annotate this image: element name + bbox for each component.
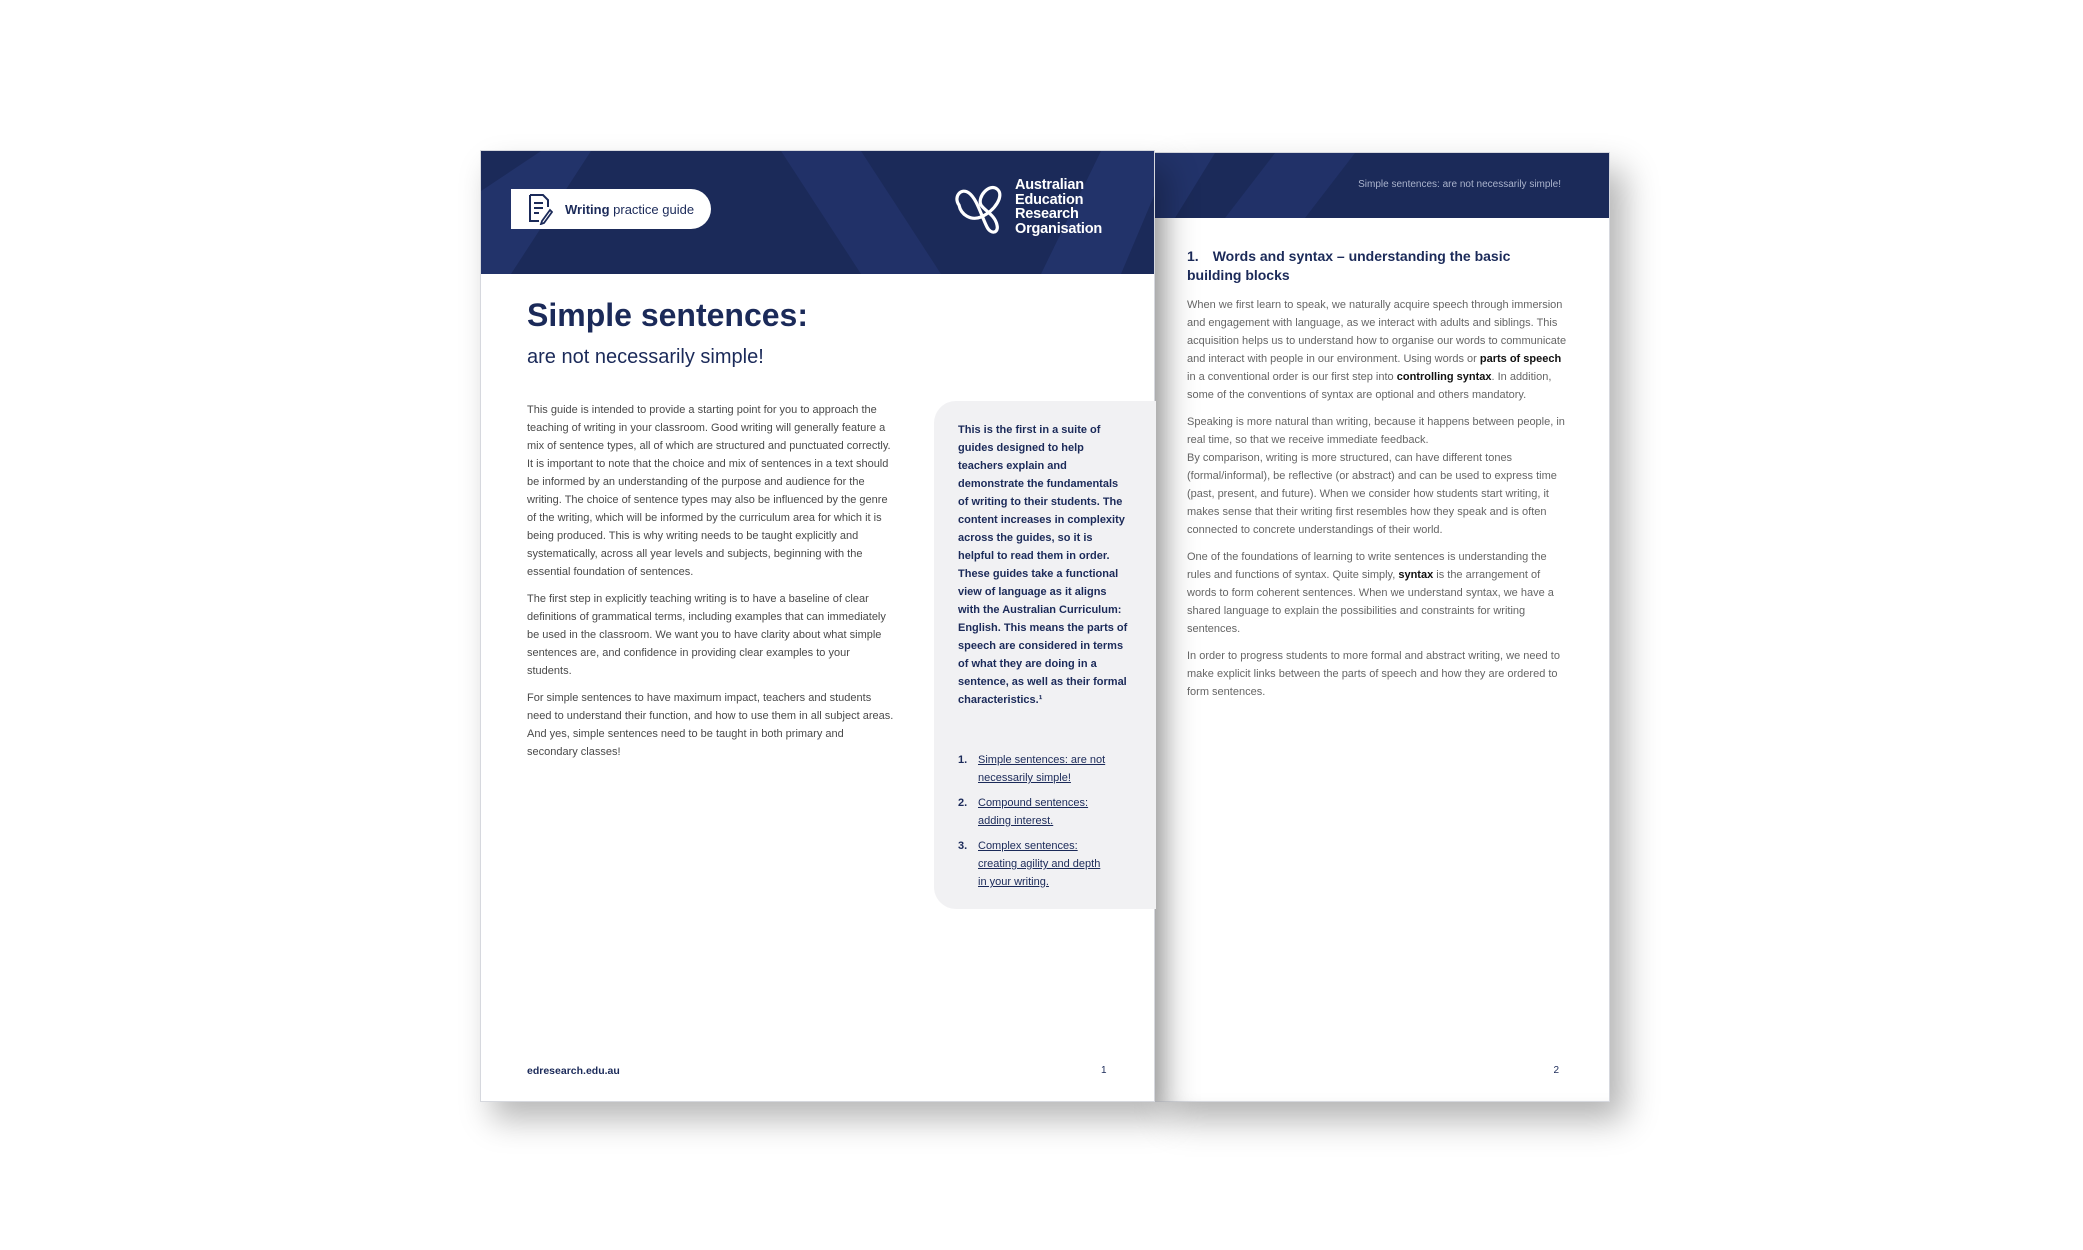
- guide-type-badge: [511, 189, 711, 229]
- paragraph: For simple sentences to have maximum impact, teachers and students need to understand their function, and how to use them in all subject areas. And yes, simple sentences need to be taught in both primary and secondary classes!: [527, 692, 894, 758]
- section-heading: [1187, 247, 1567, 285]
- page-title: Simple sentences:: [527, 297, 808, 333]
- term-controlling-syntax: controlling syntax: [1396, 371, 1492, 383]
- paragraph: When we first learn to speak, we naturally acquire speech through immersion and engagement with language, as we interact with adults and siblings. This acquisition helps us to understand how to organise our words to communicate and interact with people in our environment. Using words or parts of speech in a conventional order is our first step into controlling syntax. In addition, some of the conventions of syntax are optional and others mandatory.: [1187, 299, 1567, 401]
- list-item: 3. Complex sentences: creating agility and depth in your writing.: [958, 837, 1138, 891]
- page-number: 1: [1101, 1065, 1107, 1076]
- paragraph: Speaking is more natural than writing, because it happens between people, in real time, so that we receive immediate feedback.: [1187, 416, 1565, 446]
- list-item: 1. Simple sentences: are not necessarily simple!: [958, 751, 1138, 787]
- paragraph: The first step in explicitly teaching writing is to have a baseline of clear definitions of grammatical terms, including examples that can immediately be used in the classroom. We want you to have clarity about what simple sentences are, and confidence in providing clear examples to your students.: [527, 593, 886, 677]
- section-title: Words and syntax – understanding the basic building blocks: [1187, 248, 1511, 283]
- paragraph: One of the foundations of learning to write sentences is understanding the rules and functions of syntax. Quite simply, syntax is the arrangement of words to form coherent sentences. When we understand syntax, we have a shared language to explain the possibilities and constraints for writing sentences.: [1187, 551, 1554, 635]
- guide-link-compound-sentences[interactable]: Compound sentences: adding interest.: [978, 797, 1089, 827]
- page-subtitle: are not necessarily simple!: [527, 346, 764, 368]
- page-1: [480, 150, 1155, 1102]
- page-number: 2: [1553, 1065, 1559, 1076]
- guide-series-list: [958, 751, 1138, 898]
- guide-link-complex-sentences[interactable]: Complex sentences: creating agility and depth in your writing.: [978, 840, 1101, 888]
- page-2: [1155, 152, 1610, 1102]
- organisation-logo: [951, 175, 1102, 239]
- list-item: 2. Compound sentences: adding interest.: [958, 794, 1138, 830]
- document-pencil-icon: [527, 193, 553, 225]
- callout-intro: This is the first in a suite of guides designed to help teachers explain and demonstrate the fundamentals of writing to their students. The content increases in complexity across the guides, so it is helpful to read them in order. These guides take a functional view of language as it aligns with the Australian Curriculum: English. This means the parts of speech are considered in terms of what they are doing in a sentence, as well as their formal characteristics.¹: [958, 424, 1128, 706]
- paragraph: This guide is intended to provide a starting point for you to approach the teaching of writing in your classroom. Good writing will generally feature a mix of sentence types, all of which are structured and punctuated correctly. It is important to note that the choice and mix of sentences in a text should be informed by an understanding of the purpose and audience for the writing. The choice of sentence types may also be influenced by the genre of the writing, which will be informed by the curriculum area for which it is being produced. This is why writing needs to be taught explicitly and systematically, across all year levels and subjects, beginning with the essential foundation of sentences.: [527, 404, 891, 578]
- aero-logo-icon: [951, 175, 1013, 239]
- badge-label: Writing practice guide: [565, 201, 695, 217]
- logo-wordmark: Australian Education Research Organisation: [1015, 177, 1103, 237]
- running-header: Simple sentences: are not necessarily simple!: [1358, 179, 1561, 190]
- footer-website-link[interactable]: edresearch.edu.au: [527, 1065, 620, 1077]
- paragraph: By comparison, writing is more structured, can have different tones (formal/informal), be reflective (or abstract) and can be used to express time (past, present, and future). When we consider how students start writing, it makes sense that their writing first resembles how they speak and is often connected to concrete understandings of their world.: [1187, 452, 1557, 536]
- guide-link-simple-sentences[interactable]: Simple sentences: are not necessarily simple!: [978, 754, 1106, 784]
- term-syntax: syntax: [1398, 569, 1434, 581]
- paragraph: In order to progress students to more formal and abstract writing, we need to make explicit links between the parts of speech and how they are ordered to form sentences.: [1187, 650, 1560, 698]
- page-1-header-band: [481, 151, 1154, 274]
- series-callout-box: [934, 401, 1156, 909]
- page-2-header-band: [1155, 153, 1609, 218]
- section-number: 1.: [1187, 248, 1199, 264]
- page-2-body: [1187, 296, 1567, 710]
- page-1-body: [527, 401, 897, 770]
- term-parts-of-speech: parts of speech: [1479, 353, 1562, 365]
